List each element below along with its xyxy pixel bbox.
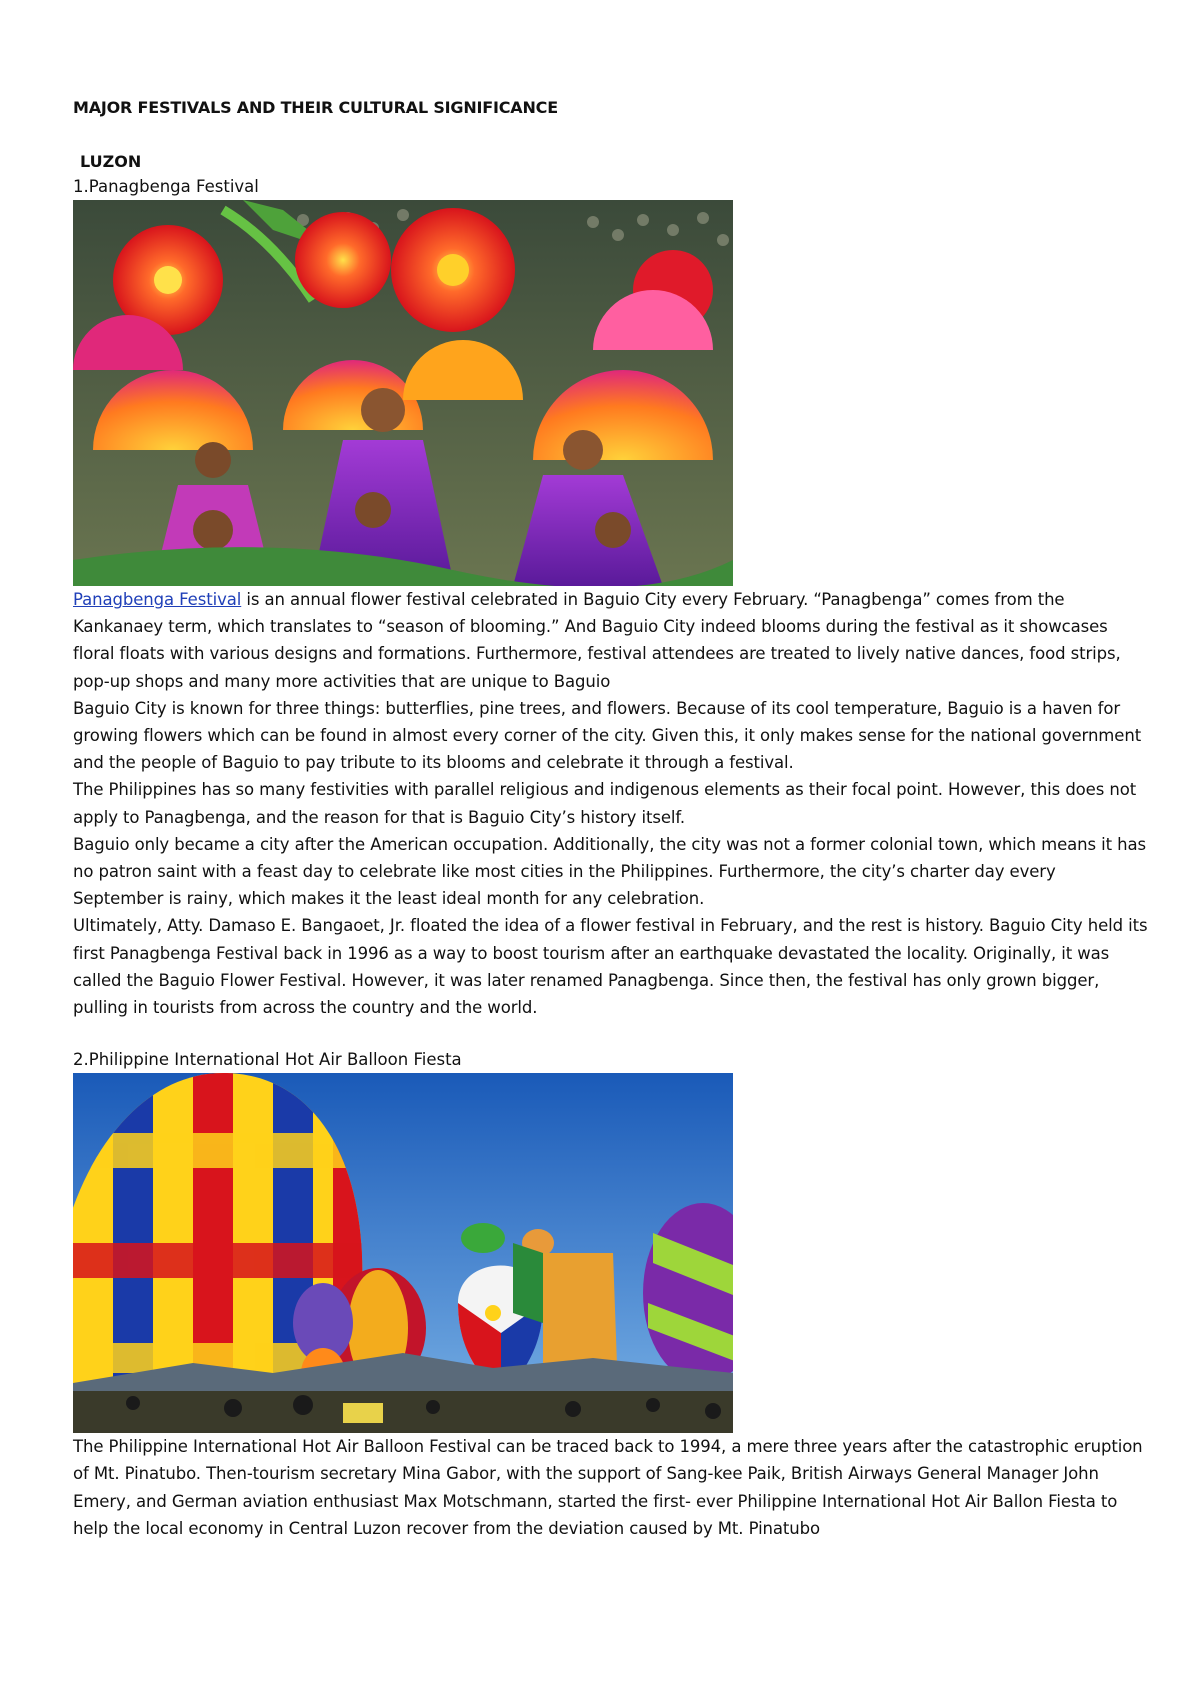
festival-1-heading: 1.Panagbenga Festival <box>73 177 259 196</box>
festival-1-paragraph: The Philippines has so many festivities with parallel religious and indigenous elements as their focal point. However, this does not apply to Panagbenga, and the reason for that is Baguio City’s history itself. <box>73 780 1137 827</box>
festival-2-heading: 2.Philippine International Hot Air Balloon Fiesta <box>73 1050 462 1070</box>
festival-1-paragraph: Ultimately, Atty. Damaso E. Bangaoet, Jr. floated the idea of a flower festival in February, and the rest is history. Baguio City held its first Panagbenga Festival back in 1996 as a way to boost tourism after an earthquake devastated the locality. Originally, it was called the Baguio Flower Festival. However, it was later renamed Panagbenga. Since then, the festival has only grown bigger, pulling in tourists from across the country and the world. <box>73 916 1148 1018</box>
panagbenga-festival-photo <box>73 200 733 586</box>
festival-1-paragraph: Baguio only became a city after the American occupation. Additionally, the city was not a former colonial town, which means it has no patron saint with a feast day to celebrate like most cities in the Philippines. Furthermore, the city’s charter day every September is rainy, which makes it the least ideal month for any celebration. <box>73 834 1147 909</box>
document-title: MAJOR FESTIVALS AND THEIR CULTURAL SIGNIFICANCE <box>73 98 558 117</box>
section-spacer <box>73 1021 1148 1047</box>
festival-1-intro-text: is an annual flower festival celebrated in Baguio City every February. “Panagbenga” comes from the Kankanaey term, which translates to “season of blooming.” And Baguio City indeed blooms during the festival as it showcases floral floats with various designs and formations. Furthermore, festival attendees are treated to lively native dances, food strips, pop-up shops and many more activities that are unique to Baguio <box>73 590 1121 691</box>
festival-1-intro <box>73 586 1148 695</box>
panagbenga-festival-link[interactable]: Panagbenga Festival <box>73 590 242 609</box>
festival-2-paragraph: The Philippine International Hot Air Balloon Festival can be traced back to 1994, a mere three years after the catastrophic eruption of Mt. Pinatubo. Then-tourism secretary Mina Gabor, with the support of Sang-kee Paik, British Airways General Manager John Emery, and German aviation enthusiast Max Motschmann, started the first- ever Philippine International Hot Air Ballon Fiesta to help the local economy in Central Luzon recover from the deviation caused by Mt. Pinatubo <box>73 1437 1143 1538</box>
document-page <box>73 96 1148 1542</box>
festival-1-paragraph: Baguio City is known for three things: butterflies, pine trees, and flowers. Because of its cool temperature, Baguio is a haven for growing flowers which can be found in almost every corner of the city. Given this, it only makes sense for the national government and the people of Baguio to pay tribute to its blooms and celebrate it through a festival. <box>73 698 1142 773</box>
hot-air-balloon-fiesta-photo <box>73 1073 733 1433</box>
region-heading: LUZON <box>80 152 142 171</box>
